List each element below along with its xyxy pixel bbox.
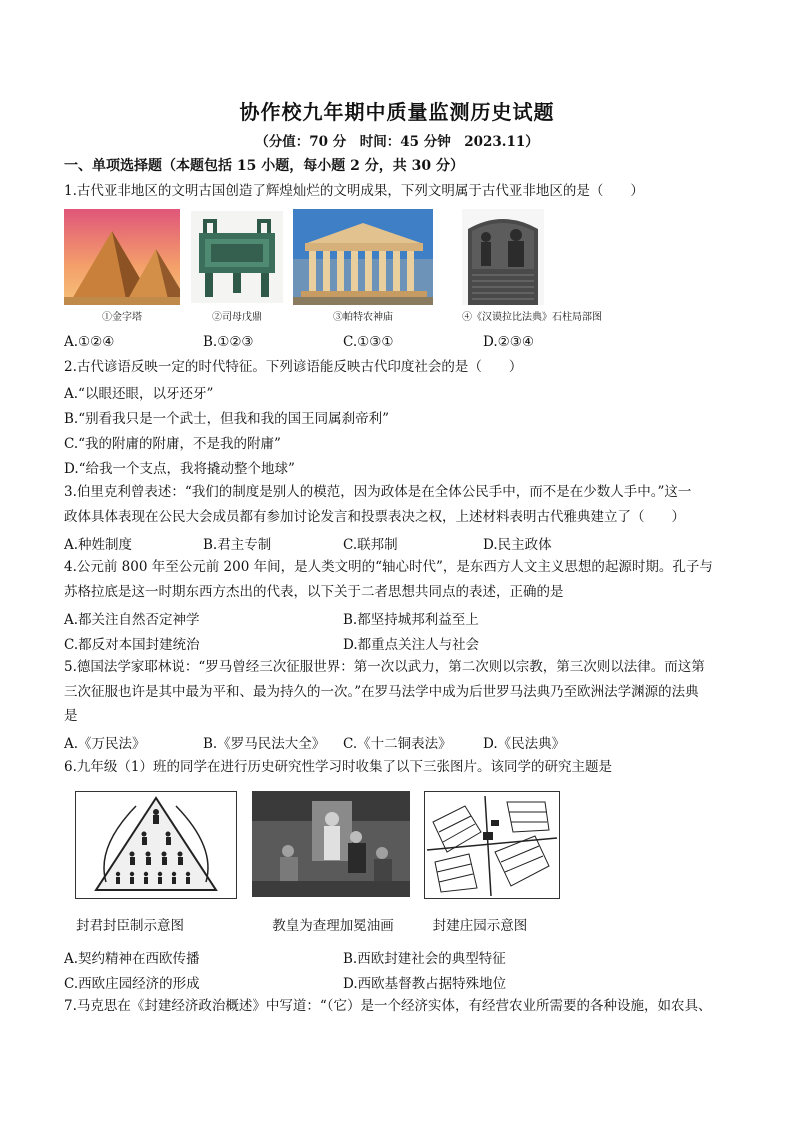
question-1-stem: 1.古代亚非地区的文明古国创造了辉煌灿烂的文明成果，下列文明属于古代亚非地区的是（ ） [64,183,644,199]
hammurabi-stele-image [462,209,544,305]
question-3-stem-2: 政体具体表现在公民大会成员都有参加讨论发言和投票表决之权，上述材料表明古代雅典建立了（ ） [64,509,685,525]
bronze-ding-image [191,211,283,303]
pyramid-image [64,209,180,305]
q2-option-d[interactable]: D.“给我一个支点，我将撬动整个地球” [64,461,295,477]
caption-pyramid: ①金字塔 [102,312,142,323]
q4-option-d[interactable]: D.都重点关注人与社会 [343,637,480,653]
q2-option-b[interactable]: B.“别看我只是一个武士，但我和我的国王同属刹帝利” [64,411,390,427]
q6-option-b[interactable]: B.西欧封建社会的典型特征 [343,951,506,967]
caption-parthenon: ③帕特农神庙 [333,312,393,323]
question-6-stem: 6.九年级（1）班的同学在进行历史研究性学习时收集了以下三张图片。该同学的研究主题是 [64,759,612,775]
question-4-stem-2: 苏格拉底是这一时期东西方杰出的代表，以下关于二者思想共同点的表述，正确的是 [64,584,564,600]
caption-feudal-diagram: 封君封臣制示意图 [76,918,184,934]
q6-option-d[interactable]: D.西欧基督教占据特殊地位 [343,976,507,992]
q1-option-c[interactable]: C.①③① [343,334,394,350]
question-5-stem-2: 三次征服也许是其中最为平和、最为持久的一次。”在罗马法学中成为后世罗马法典乃至欧洲法学渊源的法典 [64,684,699,700]
q6-option-a[interactable]: A.契约精神在西欧传播 [64,951,200,967]
q5-option-d[interactable]: D.《民法典》 [483,736,566,752]
q1-option-d[interactable]: D.②③④ [483,334,534,350]
question-7-stem: 7.马克思在《封建经济政治概述》中写道：“（它）是一个经济实体，有经营农业所需要的各种设施，如农具、 [64,998,712,1014]
q3-option-d[interactable]: D.民主政体 [483,537,552,553]
page-title: 协作校九年期中质量监测历史试题 [239,100,555,124]
q1-option-b[interactable]: B.①②③ [203,334,254,350]
q3-option-a[interactable]: A.种姓制度 [64,537,133,553]
section-heading: 一、单项选择题（本题包括 15 小题，每小题 2 分，共 30 分） [64,158,464,174]
coronation-painting [252,791,410,897]
question-2-stem: 2.古代谚语反映一定的时代特征。下列谚语能反映古代印度社会的是（ ） [64,359,523,375]
q4-option-a[interactable]: A.都关注自然否定神学 [64,612,200,628]
question-5-stem-3: 是 [64,708,78,724]
q4-option-b[interactable]: B.都坚持城邦利益至上 [343,612,479,628]
q2-option-a[interactable]: A.“以眼还眼，以牙还牙” [64,386,214,402]
question-5-stem-1: 5.德国法学家耶林说：“罗马曾经三次征服世界：第一次以武力，第二次则以宗教，第三次则以法律。而这第 [64,659,705,675]
q1-option-a[interactable]: A.①②④ [64,334,115,350]
q3-option-b[interactable]: B.君主专制 [203,537,272,553]
q4-option-c[interactable]: C.都反对本国封建统治 [64,637,200,653]
q5-option-c[interactable]: C.《十二铜表法》 [343,736,452,752]
caption-coronation: 教皇为查理加冕油画 [272,918,394,934]
feudal-hierarchy-diagram [75,791,237,899]
caption-stele: ④《汉谟拉比法典》石柱局部图 [462,312,602,323]
question-4-stem-1: 4.公元前 800 年至公元前 200 年间，是人类文明的“轴心时代”，是东西方人文主义思想的起源时期。孔子与 [64,559,713,575]
parthenon-image [293,209,433,305]
q2-option-c[interactable]: C.“我的附庸的附庸，不是我的附庸” [64,436,281,452]
caption-ding: ②司母戊鼎 [212,312,262,323]
q5-option-b[interactable]: B.《罗马民法大全》 [203,736,326,752]
q6-option-c[interactable]: C.西欧庄园经济的形成 [64,976,200,992]
caption-manor: 封建庄园示意图 [432,918,528,934]
question-3-stem-1: 3.伯里克利曾表述：“我们的制度是别人的模范，因为政体是在全体公民手中，而不是在少数人手中。”这一 [64,484,692,500]
exam-info: （分值：70 分 时间：45 分钟 2023.11） [255,134,539,150]
manor-diagram [424,791,560,899]
q3-option-c[interactable]: C.联邦制 [343,537,398,553]
q5-option-a[interactable]: A.《万民法》 [64,736,146,752]
